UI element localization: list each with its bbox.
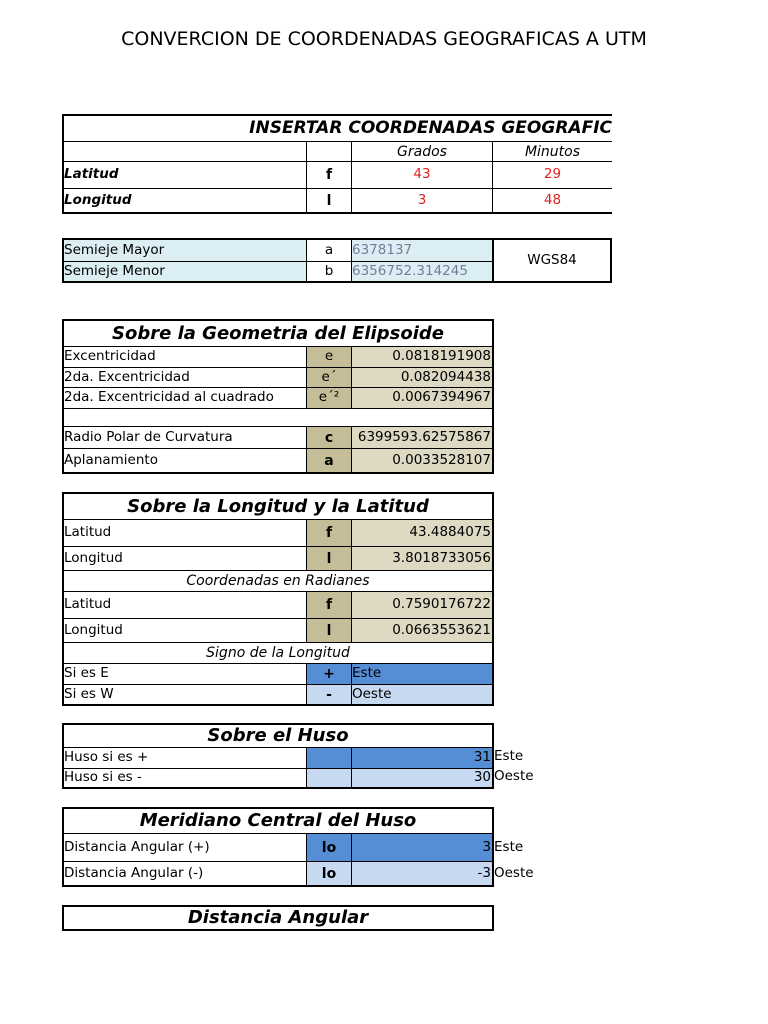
huso-negativo-label: Huso si es -: [64, 768, 306, 787]
input-blank-sym: [306, 141, 351, 161]
radio-polar-value: 6399593.62575867: [351, 426, 492, 448]
segunda-excentricidad-value: 0.082094438: [351, 367, 492, 387]
col-grados: Grados: [351, 141, 492, 161]
huso-negativo-value: 30: [351, 768, 492, 787]
input-blank-label: [64, 141, 306, 161]
excentricidad-cuadrado-label: 2da. Excentricidad al cuadrado: [64, 387, 306, 408]
aplanamiento-symbol: a: [306, 448, 351, 472]
page-title: CONVERCION DE COORDENADAS GEOGRAFICAS A UTM: [121, 28, 647, 50]
aplanamiento-value: 0.0033528107: [351, 448, 492, 472]
latitud-minutos-input[interactable]: 29: [492, 161, 612, 188]
lonlat-table: [62, 492, 494, 706]
dist-angular-neg-label: Distancia Angular (-): [64, 861, 306, 885]
longitud-grados-input[interactable]: 3: [351, 188, 492, 212]
input-table-header: INSERTAR COORDENADAS GEOGRAFIC: [249, 118, 612, 138]
lat-deg-label: Latitud: [64, 519, 306, 546]
distancia-angular-header: Distancia Angular: [187, 907, 369, 928]
excentricidad-cuadrado-value: 0.0067394967: [351, 387, 492, 408]
lon-rad-symbol: l: [306, 618, 351, 642]
dist-angular-pos-suffix: Este: [494, 839, 524, 856]
dist-angular-pos-label: Distancia Angular (+): [64, 833, 306, 861]
ellipsoid-params-table: [62, 238, 612, 283]
huso-table: [62, 723, 494, 789]
col-minutos: Minutos: [492, 141, 612, 161]
huso-negativo-suffix: Oeste: [494, 768, 534, 785]
si-es-w-value: Oeste: [351, 684, 492, 704]
latitud-label: Latitud: [64, 161, 306, 188]
radianes-header: Coordenadas en Radianes: [64, 570, 492, 591]
dist-angular-neg-symbol: lo: [306, 861, 351, 885]
segunda-excentricidad-label: 2da. Excentricidad: [64, 367, 306, 387]
huso-positivo-value: 31: [351, 747, 492, 768]
meridiano-header: Meridiano Central del Huso: [139, 810, 417, 831]
lon-deg-value: 3.8018733056: [351, 546, 492, 570]
si-es-w-symbol: -: [306, 684, 351, 704]
semieje-mayor-label: Semieje Mayor: [64, 240, 306, 261]
dist-angular-neg-suffix: Oeste: [494, 865, 534, 882]
lat-rad-value: 0.7590176722: [351, 591, 492, 618]
si-es-e-label: Si es E: [64, 663, 306, 684]
si-es-w-label: Si es W: [64, 684, 306, 704]
huso-header: Sobre el Huso: [207, 725, 349, 746]
dist-angular-pos-symbol: lo: [306, 833, 351, 861]
latitud-grados-input[interactable]: 43: [351, 161, 492, 188]
datum-label: WGS84: [492, 240, 610, 281]
excentricidad-value: 0.0818191908: [351, 346, 492, 367]
input-table: [62, 114, 612, 214]
lat-deg-value: 43.4884075: [351, 519, 492, 546]
lon-deg-symbol: l: [306, 546, 351, 570]
longitud-symbol: l: [306, 188, 351, 212]
geometry-header: Sobre la Geometria del Elipsoide: [112, 322, 444, 344]
lat-rad-symbol: f: [306, 591, 351, 618]
lon-rad-value: 0.0663553621: [351, 618, 492, 642]
huso-positivo-symbol: [306, 747, 351, 768]
si-es-e-symbol: +: [306, 663, 351, 684]
semieje-menor-label: Semieje Menor: [64, 261, 306, 281]
semieje-menor-symbol: b: [306, 261, 351, 281]
lat-deg-symbol: f: [306, 519, 351, 546]
radio-polar-symbol: c: [306, 426, 351, 448]
semieje-menor-value[interactable]: 6356752.314245: [351, 261, 492, 281]
lon-rad-label: Longitud: [64, 618, 306, 642]
lonlat-header: Sobre la Longitud y la Latitud: [127, 495, 429, 517]
geometry-spacer-row: [64, 408, 492, 426]
excentricidad-label: Excentricidad: [64, 346, 306, 367]
distancia-angular-table: [62, 905, 494, 931]
semieje-mayor-value[interactable]: 6378137: [351, 240, 492, 261]
dist-angular-neg-value: -3: [351, 861, 492, 885]
huso-positivo-suffix: Este: [494, 748, 524, 765]
lat-rad-label: Latitud: [64, 591, 306, 618]
dist-angular-pos-value: 3: [351, 833, 492, 861]
lon-deg-label: Longitud: [64, 546, 306, 570]
semieje-mayor-symbol: a: [306, 240, 351, 261]
excentricidad-symbol: e: [306, 346, 351, 367]
signo-header: Signo de la Longitud: [64, 642, 492, 663]
meridiano-table: [62, 807, 494, 887]
segunda-excentricidad-symbol: e´: [306, 367, 351, 387]
aplanamiento-label: Aplanamiento: [64, 448, 306, 472]
latitud-symbol: f: [306, 161, 351, 188]
longitud-minutos-input[interactable]: 48: [492, 188, 612, 212]
excentricidad-cuadrado-symbol: e´²: [306, 387, 351, 408]
geometry-table: [62, 319, 494, 474]
huso-positivo-label: Huso si es +: [64, 747, 306, 768]
si-es-e-value: Este: [351, 663, 492, 684]
radio-polar-label: Radio Polar de Curvatura: [64, 426, 306, 448]
huso-negativo-symbol: [306, 768, 351, 787]
longitud-label: Longitud: [64, 188, 306, 212]
